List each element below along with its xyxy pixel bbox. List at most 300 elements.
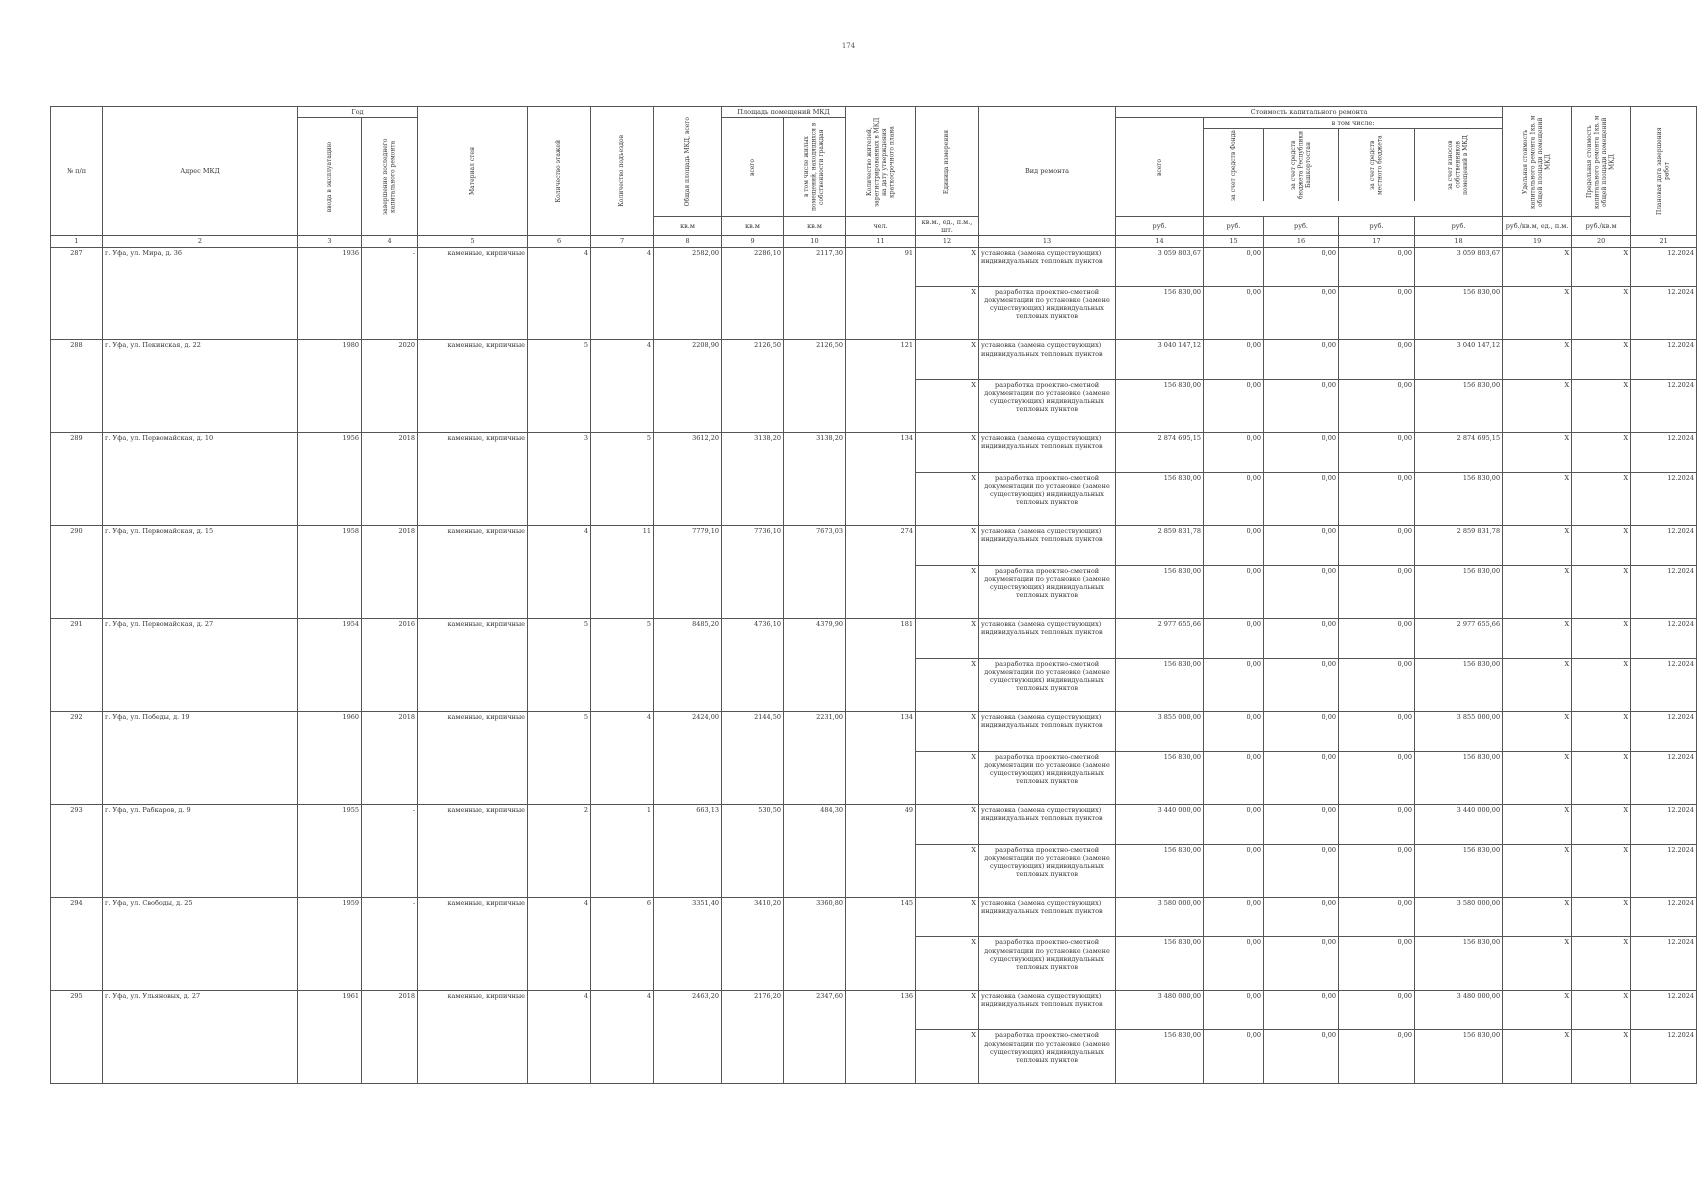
row-cost-fund: 0,00 — [1204, 658, 1264, 711]
unit-cost-republic: руб. — [1264, 217, 1339, 236]
row-premises-total: 530,50 — [722, 805, 784, 898]
row-premises-citizens: 2126,50 — [784, 340, 846, 433]
header-premises-citizens: в том числе жилых помещений, находящихся в собственности граждан — [784, 118, 846, 217]
column-number: 19 — [1503, 236, 1572, 247]
row-specific-cost: X — [1503, 658, 1572, 711]
row-limit-cost: X — [1572, 433, 1631, 473]
header-planned-date: Плановая дата завершения работ — [1631, 107, 1697, 236]
row-residents: 134 — [846, 712, 916, 805]
row-cost-owners: 3 040 147,12 — [1415, 340, 1503, 380]
row-floors: 2 — [528, 805, 591, 898]
row-premises-total: 7736,10 — [722, 526, 784, 619]
table-row — [51, 712, 1697, 752]
row-premises-total: 2144,50 — [722, 712, 784, 805]
row-premises-citizens: 2117,30 — [784, 247, 846, 340]
row-cost-total: 3 855 000,00 — [1116, 712, 1204, 752]
row-cost-fund: 0,00 — [1204, 565, 1264, 618]
row-number: 291 — [51, 619, 103, 712]
row-cost-local: 0,00 — [1339, 712, 1415, 752]
row-unit-measure: X — [916, 805, 979, 845]
column-numbers-row — [51, 236, 1697, 247]
row-cost-local: 0,00 — [1339, 247, 1415, 287]
row-work-type: разработка проектно-сметной документации по установке (замене существующих) индивидуальных тепловых пунктов — [979, 658, 1116, 711]
row-cost-local: 0,00 — [1339, 379, 1415, 432]
row-floors: 3 — [528, 433, 591, 526]
row-cost-republic: 0,00 — [1264, 805, 1339, 845]
row-cost-fund: 0,00 — [1204, 619, 1264, 659]
row-limit-cost: X — [1572, 247, 1631, 287]
row-year-last-repair: 2018 — [362, 433, 418, 526]
row-cost-local: 0,00 — [1339, 565, 1415, 618]
column-number: 4 — [362, 236, 418, 247]
row-limit-cost: X — [1572, 565, 1631, 618]
column-number: 21 — [1631, 236, 1697, 247]
row-limit-cost: X — [1572, 340, 1631, 380]
row-cost-republic: 0,00 — [1264, 937, 1339, 990]
row-wall-material: каменные, кирпичные — [418, 340, 528, 433]
row-planned-date: 12.2024 — [1631, 937, 1697, 990]
row-residents: 274 — [846, 526, 916, 619]
row-work-type: установка (замена существующих) индивидуальных тепловых пунктов — [979, 805, 1116, 845]
row-year-last-repair: 2018 — [362, 526, 418, 619]
unit-measure: кв.м., ед., п.м., шт. — [916, 217, 979, 236]
row-limit-cost: X — [1572, 472, 1631, 525]
row-premises-citizens: 3138,20 — [784, 433, 846, 526]
row-address: г. Уфа, ул. Мира, д. 36 — [103, 247, 298, 340]
row-cost-local: 0,00 — [1339, 990, 1415, 1030]
row-year-last-repair: - — [362, 805, 418, 898]
row-cost-fund: 0,00 — [1204, 897, 1264, 937]
row-number: 294 — [51, 897, 103, 990]
table-row — [51, 619, 1697, 659]
row-limit-cost: X — [1572, 658, 1631, 711]
row-specific-cost: X — [1503, 1030, 1572, 1084]
row-unit-measure: X — [916, 937, 979, 990]
row-total-area: 8485,20 — [654, 619, 722, 712]
row-floors: 5 — [528, 619, 591, 712]
row-cost-owners: 3 480 000,00 — [1415, 990, 1503, 1030]
row-cost-owners: 156 830,00 — [1415, 658, 1503, 711]
header-premises-area: Площадь помещений МКД — [722, 107, 846, 118]
column-number: 12 — [916, 236, 979, 247]
row-cost-local: 0,00 — [1339, 526, 1415, 566]
header-year: Год — [298, 107, 418, 118]
row-planned-date: 12.2024 — [1631, 844, 1697, 897]
row-total-area: 663,13 — [654, 805, 722, 898]
row-address: г. Уфа, ул. Свободы, д. 25 — [103, 897, 298, 990]
row-unit-measure: X — [916, 472, 979, 525]
row-unit-measure: X — [916, 844, 979, 897]
row-limit-cost: X — [1572, 712, 1631, 752]
row-wall-material: каменные, кирпичные — [418, 526, 528, 619]
unit-cost-owners: руб. — [1415, 217, 1503, 236]
row-work-type: установка (замена существующих) индивидуальных тепловых пунктов — [979, 619, 1116, 659]
row-limit-cost: X — [1572, 937, 1631, 990]
row-unit-measure: X — [916, 433, 979, 473]
row-limit-cost: X — [1572, 844, 1631, 897]
row-year-last-repair: - — [362, 247, 418, 340]
column-number: 5 — [418, 236, 528, 247]
row-cost-republic: 0,00 — [1264, 619, 1339, 659]
column-number: 9 — [722, 236, 784, 247]
row-premises-citizens: 3360,80 — [784, 897, 846, 990]
row-cost-republic: 0,00 — [1264, 751, 1339, 804]
row-premises-citizens: 2231,00 — [784, 712, 846, 805]
header-cost-owners: за счет взносов собственников помещений в МКД — [1447, 135, 1470, 196]
row-year-commissioning: 1955 — [298, 805, 362, 898]
row-cost-fund: 0,00 — [1204, 433, 1264, 473]
row-cost-fund: 0,00 — [1204, 712, 1264, 752]
row-cost-owners: 3 855 000,00 — [1415, 712, 1503, 752]
row-total-area: 3612,20 — [654, 433, 722, 526]
column-number: 20 — [1572, 236, 1631, 247]
unit-premises-citizens: кв.м — [784, 217, 846, 236]
row-cost-local: 0,00 — [1339, 433, 1415, 473]
row-cost-total: 156 830,00 — [1116, 379, 1204, 432]
row-wall-material: каменные, кирпичные — [418, 712, 528, 805]
row-premises-citizens: 7673,03 — [784, 526, 846, 619]
row-total-area: 7779,10 — [654, 526, 722, 619]
row-work-type: установка (замена существующих) индивидуальных тепловых пунктов — [979, 433, 1116, 473]
row-work-type: установка (замена существующих) индивидуальных тепловых пунктов — [979, 247, 1116, 287]
repair-plan-table — [50, 106, 1697, 1084]
row-cost-local: 0,00 — [1339, 751, 1415, 804]
row-cost-total: 3 480 000,00 — [1116, 990, 1204, 1030]
row-cost-total: 2 859 831,78 — [1116, 526, 1204, 566]
column-number: 6 — [528, 236, 591, 247]
header-entrances: Количество подъездов — [591, 107, 654, 236]
row-unit-measure: X — [916, 619, 979, 659]
row-number: 295 — [51, 990, 103, 1083]
row-work-type: разработка проектно-сметной документации по установке (замене существующих) индивидуальных тепловых пунктов — [979, 379, 1116, 432]
header-cost-total: всего — [1116, 118, 1204, 217]
row-premises-total: 3138,20 — [722, 433, 784, 526]
row-cost-republic: 0,00 — [1264, 565, 1339, 618]
row-entrances: 4 — [591, 247, 654, 340]
row-work-type: разработка проектно-сметной документации по установке (замене существующих) индивидуальных тепловых пунктов — [979, 472, 1116, 525]
row-cost-owners: 3 580 000,00 — [1415, 897, 1503, 937]
column-number: 7 — [591, 236, 654, 247]
row-cost-fund: 0,00 — [1204, 472, 1264, 525]
row-specific-cost: X — [1503, 472, 1572, 525]
row-cost-total: 156 830,00 — [1116, 287, 1204, 340]
row-limit-cost: X — [1572, 751, 1631, 804]
row-work-type: разработка проектно-сметной документации по установке (замене существующих) индивидуальных тепловых пунктов — [979, 751, 1116, 804]
row-total-area: 3351,40 — [654, 897, 722, 990]
row-work-type: установка (замена существующих) индивидуальных тепловых пунктов — [979, 990, 1116, 1030]
row-total-area: 2582,00 — [654, 247, 722, 340]
row-unit-measure: X — [916, 897, 979, 937]
row-planned-date: 12.2024 — [1631, 247, 1697, 287]
row-limit-cost: X — [1572, 990, 1631, 1030]
row-year-last-repair: - — [362, 897, 418, 990]
row-cost-fund: 0,00 — [1204, 805, 1264, 845]
row-year-commissioning: 1954 — [298, 619, 362, 712]
table-row — [51, 247, 1697, 287]
column-number: 11 — [846, 236, 916, 247]
unit-cost-fund: руб. — [1204, 217, 1264, 236]
row-premises-total: 4736,10 — [722, 619, 784, 712]
row-specific-cost: X — [1503, 565, 1572, 618]
row-specific-cost: X — [1503, 990, 1572, 1030]
header-unit-measure: Единица измерения — [916, 107, 979, 217]
header-cost-local: за счет средств местного бюджета — [1339, 129, 1415, 201]
row-cost-republic: 0,00 — [1264, 844, 1339, 897]
row-work-type: установка (замена существующих) индивидуальных тепловых пунктов — [979, 712, 1116, 752]
header-total-area: Общая площадь МКД, всего — [654, 107, 722, 217]
row-cost-republic: 0,00 — [1264, 1030, 1339, 1084]
row-entrances: 11 — [591, 526, 654, 619]
row-work-type: установка (замена существующих) индивидуальных тепловых пунктов — [979, 526, 1116, 566]
row-specific-cost: X — [1503, 751, 1572, 804]
row-cost-total: 156 830,00 — [1116, 565, 1204, 618]
column-number: 16 — [1264, 236, 1339, 247]
row-cost-republic: 0,00 — [1264, 472, 1339, 525]
row-wall-material: каменные, кирпичные — [418, 805, 528, 898]
row-unit-measure: X — [916, 287, 979, 340]
row-planned-date: 12.2024 — [1631, 472, 1697, 525]
row-planned-date: 12.2024 — [1631, 526, 1697, 566]
row-cost-owners: 156 830,00 — [1415, 937, 1503, 990]
row-planned-date: 12.2024 — [1631, 1030, 1697, 1084]
row-cost-total: 156 830,00 — [1116, 844, 1204, 897]
row-limit-cost: X — [1572, 526, 1631, 566]
row-entrances: 4 — [591, 990, 654, 1083]
row-cost-owners: 3 440 000,00 — [1415, 805, 1503, 845]
row-floors: 4 — [528, 897, 591, 990]
row-cost-republic: 0,00 — [1264, 712, 1339, 752]
row-specific-cost: X — [1503, 897, 1572, 937]
row-year-commissioning: 1959 — [298, 897, 362, 990]
header-year-commissioning: ввода в эксплуатацию — [298, 118, 362, 236]
row-cost-fund: 0,00 — [1204, 751, 1264, 804]
row-cost-local: 0,00 — [1339, 287, 1415, 340]
row-address: г. Уфа, ул. Рабкаров, д. 9 — [103, 805, 298, 898]
column-number: 15 — [1204, 236, 1264, 247]
row-number: 292 — [51, 712, 103, 805]
column-number: 10 — [784, 236, 846, 247]
row-year-last-repair: 2016 — [362, 619, 418, 712]
row-cost-owners: 156 830,00 — [1415, 565, 1503, 618]
row-entrances: 5 — [591, 619, 654, 712]
row-premises-citizens: 4379,90 — [784, 619, 846, 712]
row-work-type: установка (замена существующих) индивидуальных тепловых пунктов — [979, 340, 1116, 380]
row-number: 290 — [51, 526, 103, 619]
table-row — [51, 897, 1697, 937]
row-planned-date: 12.2024 — [1631, 751, 1697, 804]
row-year-commissioning: 1956 — [298, 433, 362, 526]
row-year-last-repair: 2018 — [362, 990, 418, 1083]
row-limit-cost: X — [1572, 1030, 1631, 1084]
row-cost-total: 2 874 695,15 — [1116, 433, 1204, 473]
row-specific-cost: X — [1503, 340, 1572, 380]
row-planned-date: 12.2024 — [1631, 990, 1697, 1030]
unit-premises-total: кв.м — [722, 217, 784, 236]
row-cost-owners: 156 830,00 — [1415, 379, 1503, 432]
header-cost-republic: за счет средств бюджета Республики Башкортостан — [1264, 129, 1339, 201]
row-wall-material: каменные, кирпичные — [418, 897, 528, 990]
row-work-type: разработка проектно-сметной документации по установке (замене существующих) индивидуальных тепловых пунктов — [979, 844, 1116, 897]
row-unit-measure: X — [916, 658, 979, 711]
row-entrances: 1 — [591, 805, 654, 898]
row-residents: 121 — [846, 340, 916, 433]
unit-residents: чел. — [846, 217, 916, 236]
unit-cost-total: руб. — [1116, 217, 1204, 236]
row-entrances: 4 — [591, 340, 654, 433]
row-cost-owners: 2 859 831,78 — [1415, 526, 1503, 566]
row-limit-cost: X — [1572, 805, 1631, 845]
header-cost-fund: за счет средств Фонда — [1204, 129, 1264, 201]
table-row — [51, 990, 1697, 1030]
row-unit-measure: X — [916, 340, 979, 380]
row-premises-total: 2126,50 — [722, 340, 784, 433]
row-cost-total: 156 830,00 — [1116, 472, 1204, 525]
table-row — [51, 433, 1697, 473]
row-specific-cost: X — [1503, 379, 1572, 432]
row-year-last-repair: 2020 — [362, 340, 418, 433]
row-cost-local: 0,00 — [1339, 844, 1415, 897]
row-work-type: разработка проектно-сметной документации по установке (замене существующих) индивидуальных тепловых пунктов — [979, 1030, 1116, 1084]
row-year-commissioning: 1936 — [298, 247, 362, 340]
header-limit-cost: Предельная стоимость капитального ремонта 1кв. м общей площади помещений МКД — [1572, 107, 1631, 217]
row-unit-measure: X — [916, 379, 979, 432]
column-number: 18 — [1415, 236, 1503, 247]
row-cost-owners: 156 830,00 — [1415, 844, 1503, 897]
row-total-area: 2463,20 — [654, 990, 722, 1083]
header-work-type: Вид ремонта — [979, 107, 1116, 236]
column-number: 8 — [654, 236, 722, 247]
row-planned-date: 12.2024 — [1631, 340, 1697, 380]
row-cost-owners: 156 830,00 — [1415, 1030, 1503, 1084]
row-limit-cost: X — [1572, 379, 1631, 432]
row-work-type: установка (замена существующих) индивидуальных тепловых пунктов — [979, 897, 1116, 937]
row-cost-republic: 0,00 — [1264, 247, 1339, 287]
row-floors: 5 — [528, 712, 591, 805]
column-number: 1 — [51, 236, 103, 247]
row-residents: 181 — [846, 619, 916, 712]
row-planned-date: 12.2024 — [1631, 897, 1697, 937]
column-number: 3 — [298, 236, 362, 247]
header-floors: Количество этажей — [528, 107, 591, 236]
row-specific-cost: X — [1503, 619, 1572, 659]
unit-cost-local: руб. — [1339, 217, 1415, 236]
row-cost-fund: 0,00 — [1204, 340, 1264, 380]
row-unit-measure: X — [916, 526, 979, 566]
row-floors: 5 — [528, 340, 591, 433]
row-cost-local: 0,00 — [1339, 897, 1415, 937]
row-cost-fund: 0,00 — [1204, 287, 1264, 340]
row-cost-republic: 0,00 — [1264, 526, 1339, 566]
unit-specific-cost: руб./кв.м, ед., п.м. — [1503, 217, 1572, 236]
row-limit-cost: X — [1572, 619, 1631, 659]
unit-limit-cost: руб./кв.м — [1572, 217, 1631, 236]
row-address: г. Уфа, ул. Пекинская, д. 22 — [103, 340, 298, 433]
row-planned-date: 12.2024 — [1631, 433, 1697, 473]
row-unit-measure: X — [916, 1030, 979, 1084]
column-number: 2 — [103, 236, 298, 247]
row-cost-owners: 2 977 655,66 — [1415, 619, 1503, 659]
row-residents: 136 — [846, 990, 916, 1083]
header-cost: Стоимость капитального ремонта — [1116, 107, 1503, 118]
row-address: г. Уфа, ул. Первомайская, д. 27 — [103, 619, 298, 712]
table-row — [51, 805, 1697, 845]
row-cost-total: 156 830,00 — [1116, 1030, 1204, 1084]
header-cost-breakdown — [1204, 118, 1503, 217]
row-specific-cost: X — [1503, 287, 1572, 340]
row-limit-cost: X — [1572, 897, 1631, 937]
row-planned-date: 12.2024 — [1631, 619, 1697, 659]
row-cost-owners: 156 830,00 — [1415, 751, 1503, 804]
row-specific-cost: X — [1503, 844, 1572, 897]
row-floors: 4 — [528, 990, 591, 1083]
row-cost-fund: 0,00 — [1204, 526, 1264, 566]
row-specific-cost: X — [1503, 712, 1572, 752]
row-cost-fund: 0,00 — [1204, 379, 1264, 432]
row-number: 293 — [51, 805, 103, 898]
row-cost-total: 3 580 000,00 — [1116, 897, 1204, 937]
row-wall-material: каменные, кирпичные — [418, 990, 528, 1083]
row-residents: 91 — [846, 247, 916, 340]
header-cost-incl: в том числе: — [1204, 118, 1502, 129]
row-cost-total: 3 059 803,67 — [1116, 247, 1204, 287]
row-total-area: 2208,90 — [654, 340, 722, 433]
row-cost-total: 156 830,00 — [1116, 937, 1204, 990]
row-planned-date: 12.2024 — [1631, 287, 1697, 340]
row-cost-fund: 0,00 — [1204, 1030, 1264, 1084]
header-n: № п/п — [51, 107, 103, 236]
row-premises-citizens: 2347,60 — [784, 990, 846, 1083]
row-cost-fund: 0,00 — [1204, 990, 1264, 1030]
row-cost-local: 0,00 — [1339, 619, 1415, 659]
column-number: 14 — [1116, 236, 1204, 247]
row-work-type: разработка проектно-сметной документации по установке (замене существующих) индивидуальных тепловых пунктов — [979, 287, 1116, 340]
unit-total-area: кв.м — [654, 217, 722, 236]
row-cost-republic: 0,00 — [1264, 658, 1339, 711]
row-cost-republic: 0,00 — [1264, 897, 1339, 937]
row-unit-measure: X — [916, 247, 979, 287]
row-year-commissioning: 1961 — [298, 990, 362, 1083]
row-unit-measure: X — [916, 990, 979, 1030]
row-year-last-repair: 2018 — [362, 712, 418, 805]
row-cost-local: 0,00 — [1339, 658, 1415, 711]
column-number: 13 — [979, 236, 1116, 247]
row-planned-date: 12.2024 — [1631, 565, 1697, 618]
header-residents: Количество жителей, зарегистрированных в МКД на дату утверждения краткосрочного плана — [846, 107, 916, 217]
row-entrances: 6 — [591, 897, 654, 990]
row-cost-owners: 156 830,00 — [1415, 287, 1503, 340]
row-premises-total: 2176,20 — [722, 990, 784, 1083]
row-address: г. Уфа, ул. Победы, д. 19 — [103, 712, 298, 805]
row-cost-owners: 3 059 803,67 — [1415, 247, 1503, 287]
row-specific-cost: X — [1503, 433, 1572, 473]
row-cost-owners: 156 830,00 — [1415, 472, 1503, 525]
row-cost-republic: 0,00 — [1264, 340, 1339, 380]
row-number: 289 — [51, 433, 103, 526]
row-cost-fund: 0,00 — [1204, 844, 1264, 897]
header-premises-total: всего — [722, 118, 784, 217]
row-wall-material: каменные, кирпичные — [418, 619, 528, 712]
row-wall-material: каменные, кирпичные — [418, 247, 528, 340]
row-planned-date: 12.2024 — [1631, 658, 1697, 711]
row-floors: 4 — [528, 526, 591, 619]
row-address: г. Уфа, ул. Ульяновых, д. 27 — [103, 990, 298, 1083]
row-cost-total: 3 440 000,00 — [1116, 805, 1204, 845]
header-wall-material: Материал стен — [418, 107, 528, 236]
row-cost-republic: 0,00 — [1264, 990, 1339, 1030]
row-cost-local: 0,00 — [1339, 472, 1415, 525]
table-row — [51, 526, 1697, 566]
row-limit-cost: X — [1572, 287, 1631, 340]
